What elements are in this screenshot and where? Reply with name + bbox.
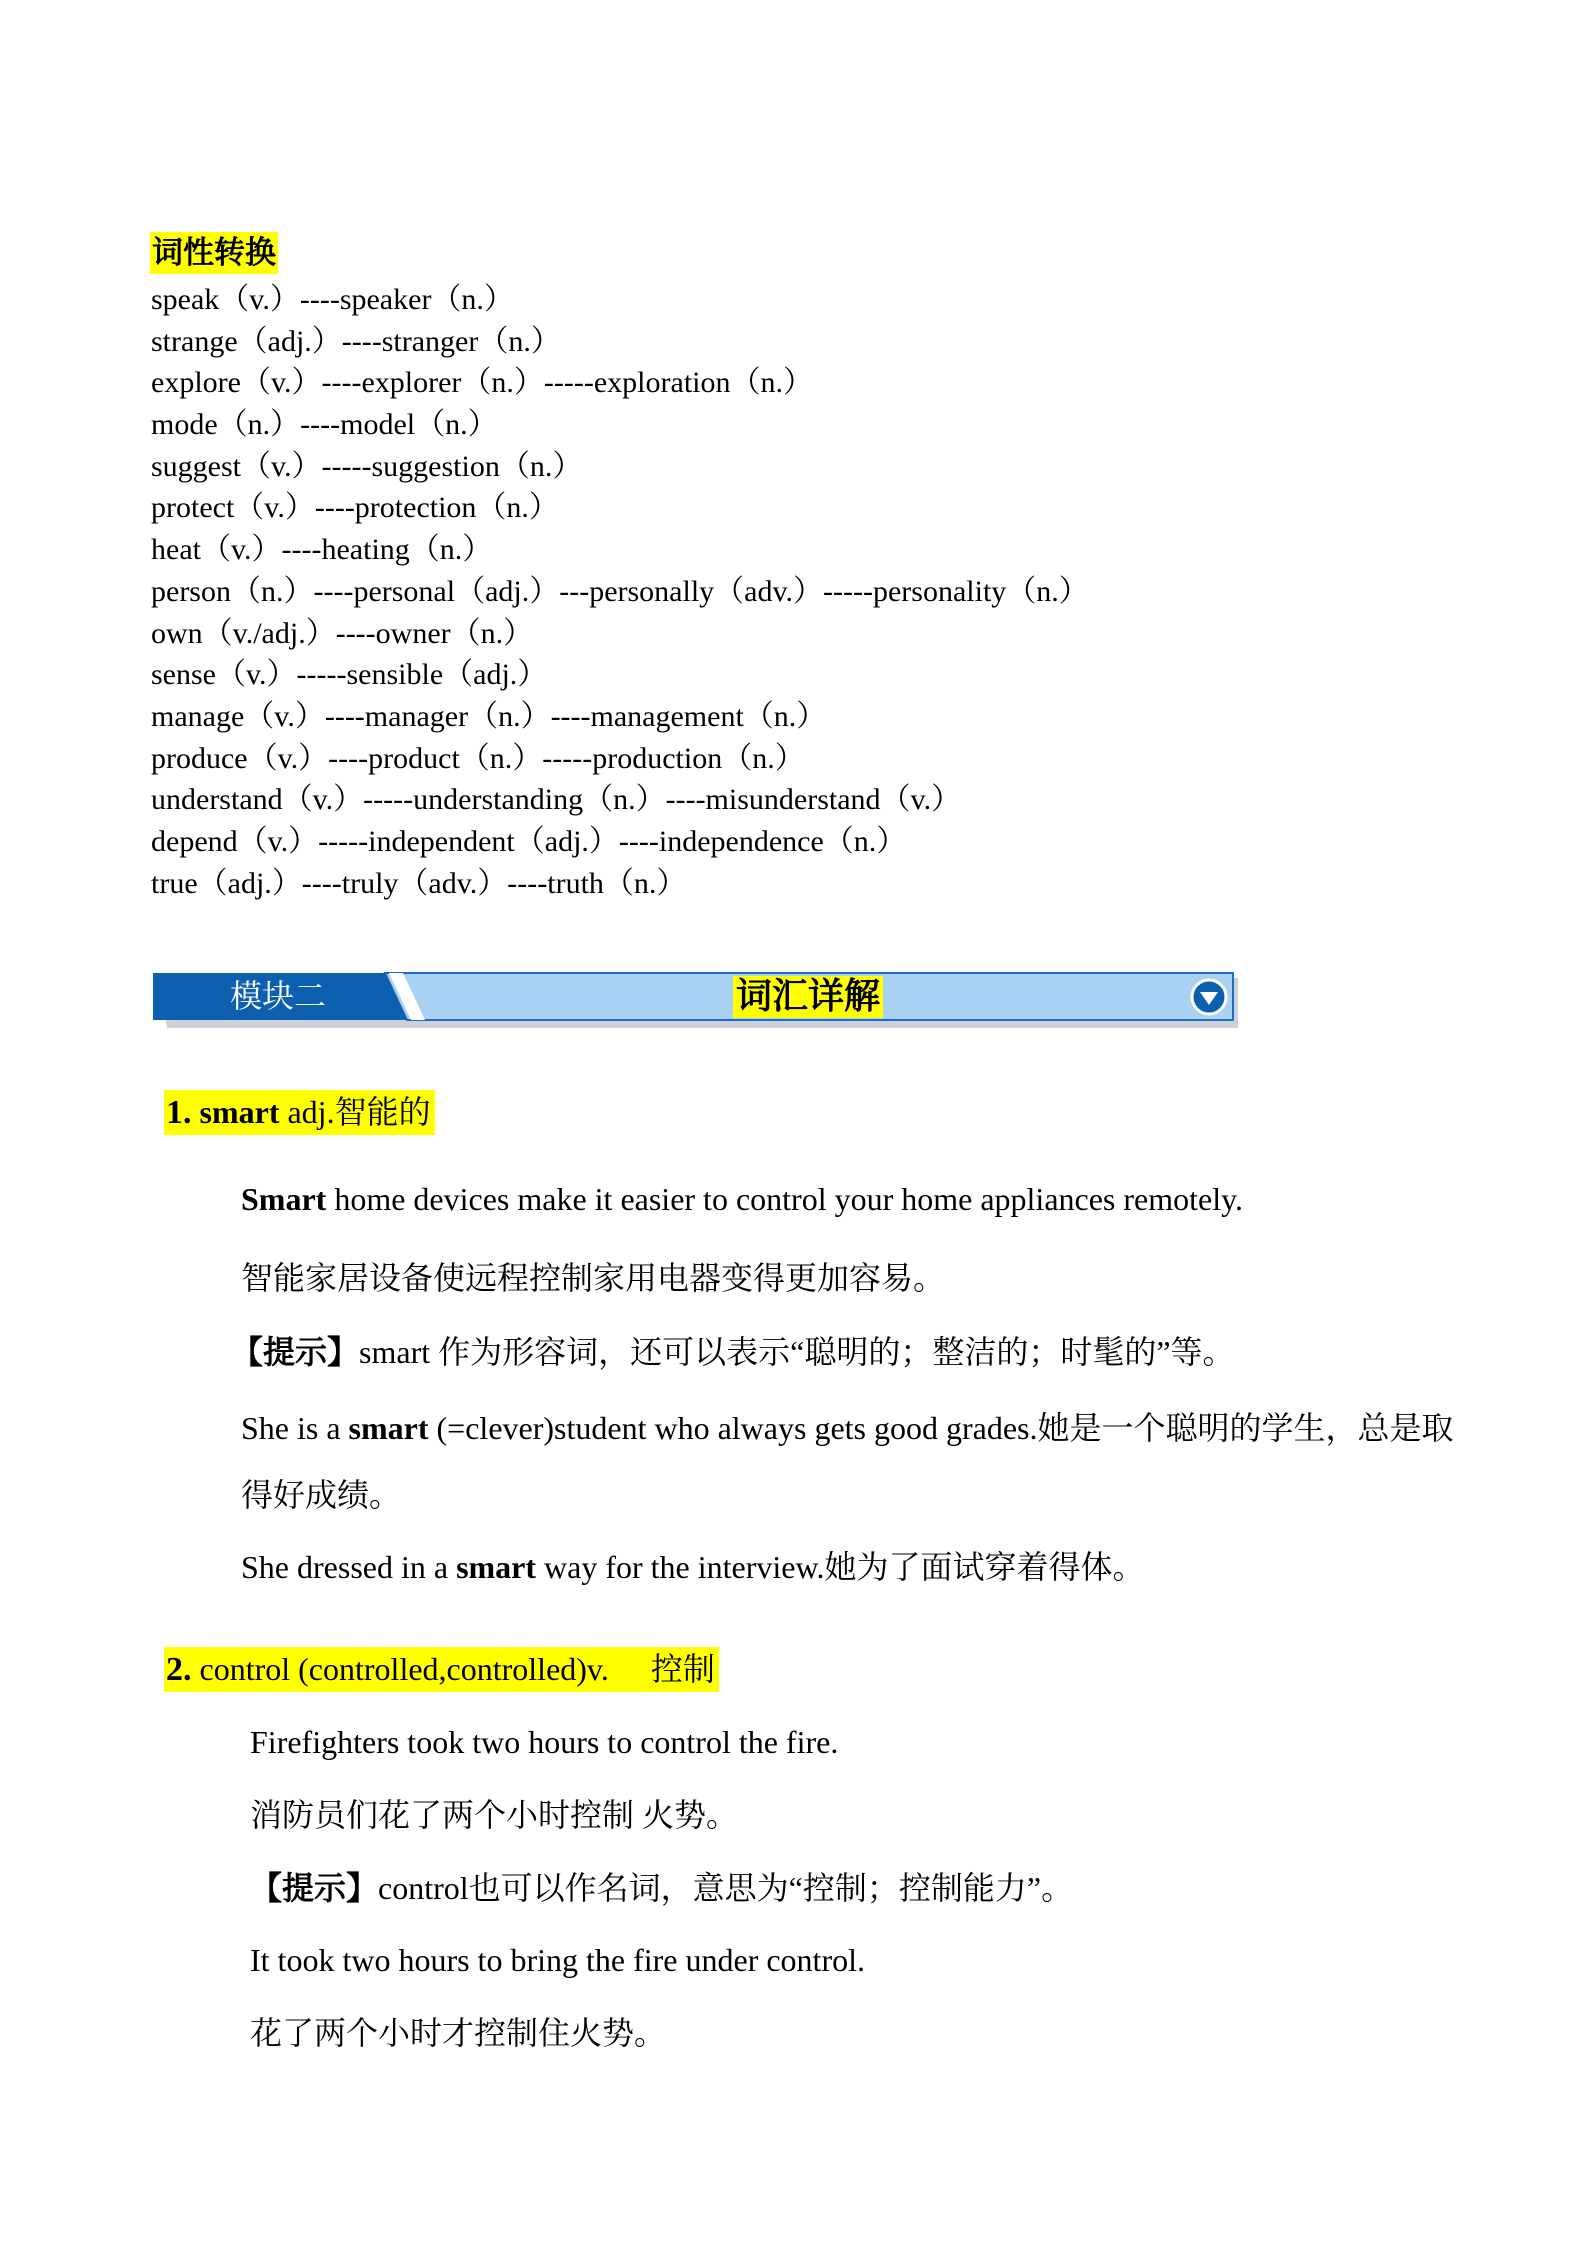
entry-1-tip: 【提示】smart 作为形容词，还可以表示“聪明的；整洁的；时髦的”等。: [231, 1334, 1235, 1370]
entry-1-example-3: She dressed in a smart way for the interview.她为了面试穿着得体。: [241, 1549, 1145, 1585]
entry-meaning: adj.智能的: [287, 1094, 431, 1130]
list-item: mode（n.）----model（n.）: [151, 408, 498, 442]
list-item: sense（v.）-----sensible（adj.）: [151, 658, 548, 692]
entry-2-tip: 【提示】control也可以作名词，意思为“控制；控制能力”。: [250, 1870, 1074, 1906]
list-item: explore（v.）----explorer（n.）-----exploration（n.）: [151, 366, 813, 400]
entry-1-example-2-cont: 得好成绩。: [241, 1477, 402, 1513]
entry-word: smart: [199, 1094, 280, 1130]
module-label: 模块二: [229, 977, 326, 1015]
entry-1-example-2: She is a smart (=clever)student who always gets good grades.她是一个聪明的学生，总是取: [241, 1410, 1454, 1446]
entry-1-example-1: Smart home devices make it easier to control your home appliances remotely.: [241, 1181, 1244, 1217]
list-item: understand（v.）-----understanding（n.）----misunderstand（v.）: [151, 783, 962, 817]
entry-1-translation-1: 智能家居设备使远程控制家用电器变得更加容易。: [241, 1260, 946, 1296]
entry-2-heading: [164, 1647, 719, 1692]
keyword: smart: [456, 1549, 537, 1585]
word-forms-title: 词性转换: [150, 232, 278, 274]
keyword: Smart: [241, 1181, 327, 1217]
word-forms-list: [151, 279, 1089, 904]
tip-mark: 【提示】: [250, 1870, 379, 1906]
list-item: depend（v.）-----independent（adj.）----independence（n.）: [151, 824, 907, 858]
entry-number: 2.: [166, 1651, 192, 1688]
entry-1-heading: [164, 1090, 435, 1135]
entry-2-example-2: It took two hours to bring the fire under control.: [250, 1942, 865, 1978]
list-item: speak（v.）----speaker（n.）: [151, 283, 514, 316]
entry-2-translation-1: 消防员们花了两个小时控制 火势。: [250, 1797, 739, 1833]
list-item: heat（v.）----heating（n.）: [151, 533, 493, 567]
entry-meaning: 控制: [650, 1651, 715, 1687]
list-item: strange（adj.）----stranger（n.）: [151, 324, 561, 358]
list-item: manage（v.）----manager（n.）----management（n.）: [151, 699, 827, 733]
list-item: person（n.）----personal（adj.）---personally（adv.）-----personality（n.）: [151, 574, 1089, 608]
list-item: suggest（v.）-----suggestion（n.）: [151, 449, 583, 483]
keyword: smart: [348, 1410, 429, 1446]
list-item: produce（v.）----product（n.）-----production（n.）: [151, 741, 805, 775]
module-title: 词汇详解: [733, 976, 883, 1018]
list-item: protect（v.）----protection（n.）: [151, 491, 559, 525]
list-item: true（adj.）----truly（adv.）----truth（n.）: [151, 866, 687, 900]
chevron-down-circle-icon[interactable]: [1190, 978, 1228, 1016]
entry-word: control (controlled,controlled)v.: [191, 1651, 609, 1687]
entry-2-translation-2: 花了两个小时才控制住火势。: [250, 2015, 667, 2051]
list-item: own（v./adj.）----owner（n.）: [151, 616, 534, 650]
module-banner: [153, 972, 1238, 1028]
tip-mark: 【提示】: [231, 1334, 360, 1370]
entry-2-example-1: Firefighters took two hours to control the fire.: [250, 1724, 839, 1760]
entry-number: 1.: [166, 1094, 192, 1131]
